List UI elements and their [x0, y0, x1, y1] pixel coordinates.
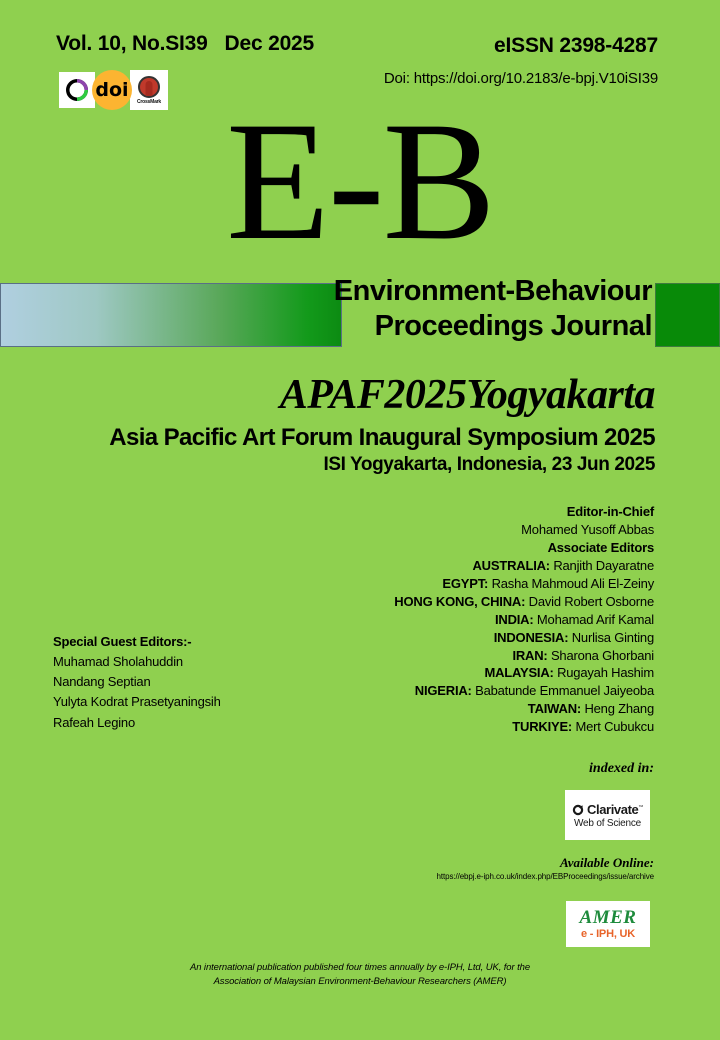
associate-editor-country: TAIWAN: [527, 701, 582, 717]
associate-editor-name: Rugayah Hashim [553, 665, 654, 681]
footer-line-2: Association of Malaysian Environment-Behaviour Researchers (AMER) [213, 975, 507, 987]
associate-editor-row [394, 664, 654, 682]
special-guest-editor-name: Muhamad Sholahuddin [53, 654, 183, 670]
journal-name-line2: Proceedings Journal [374, 310, 652, 343]
special-guest-editor-name: Rafeah Legino [53, 714, 135, 730]
special-guest-editors-title: Special Guest Editors:- [53, 634, 192, 649]
doi-link-text: Doi: https://doi.org/10.2183/e-bpj.V10iSI39 [383, 70, 658, 87]
associate-editor-row [394, 611, 654, 629]
amer-logo [566, 901, 650, 947]
associate-editors-list [394, 557, 654, 736]
editorial-board [394, 503, 654, 736]
associate-editor-name: Babatunde Emmanuel Jaiyeoba [471, 683, 654, 699]
associate-editor-country: INDIA: [494, 611, 534, 627]
associate-editor-name: Sharona Ghorbani [547, 647, 654, 663]
footer-line-1: An international publication published four times annually by e-IPH, Ltd, UK, for the [189, 962, 531, 973]
associate-editor-row [394, 647, 654, 665]
crossmark-dome-shape [138, 76, 160, 98]
associate-editor-row [394, 718, 654, 736]
associate-editor-row [394, 557, 654, 575]
clarivate-wordmark: Clarivate™ [587, 801, 643, 817]
editor-in-chief-name: Mohamed Yusoff Abbas [521, 521, 654, 537]
journal-initials: E-B [226, 87, 494, 275]
associate-editor-country: AUSTRALIA: [472, 557, 550, 573]
associate-editor-row [394, 700, 654, 718]
associate-editor-row [394, 593, 654, 611]
clarivate-mark-icon [572, 803, 584, 815]
associate-editor-country: NIGERIA: [414, 683, 472, 699]
conference-subtitle: Asia Pacific Art Forum Inaugural Symposium 2025 [109, 424, 655, 451]
journal-name-line1: Environment-Behaviour [333, 275, 652, 307]
amer-wordmark: AMER [579, 906, 637, 928]
associate-editor-name: Nurlisa Ginting [568, 629, 654, 645]
associate-editor-name: David Robert Osborne [525, 593, 654, 609]
associate-editor-country: HONG KONG, CHINA: [394, 593, 526, 609]
associate-editor-row [394, 629, 654, 647]
associate-editor-country: TURKIYE: [512, 719, 573, 735]
conference-name: APAF2025Yogyakarta [279, 372, 655, 418]
associate-editor-name: Heng Zhang [581, 701, 654, 717]
journal-full-name [0, 274, 652, 345]
eissn-text: eISSN 2398-4287 [494, 34, 658, 57]
trademark-symbol: ™ [638, 804, 643, 811]
volume-issue-date: Vol. 10, No.SI39 Dec 2025 [56, 32, 315, 55]
associate-editor-name: Ranjith Dayaratne [549, 557, 654, 573]
doi-icon[interactable]: doi [92, 70, 132, 110]
associate-editors-label: Associate Editors [547, 539, 654, 555]
associate-editor-row [394, 575, 654, 593]
special-guest-editor-name: Nandang Septian [53, 674, 151, 690]
clarivate-wordmark-row [572, 802, 643, 817]
conference-venue: ISI Yogyakarta, Indonesia, 23 Jun 2025 [323, 454, 655, 475]
crossmark-label: CrossMark [136, 98, 162, 105]
archive-url[interactable]: https://ebpj.e-iph.co.uk/index.php/EBProceedings/issue/archive [436, 872, 654, 881]
amer-publisher-line: e - IPH, UK [580, 928, 636, 941]
associate-editor-name: Mohamad Arif Kamal [533, 611, 654, 627]
associate-editor-country: IRAN: [512, 647, 548, 663]
available-online-label: Available Online: [559, 855, 654, 870]
associate-editor-name: Mert Cubukcu [572, 719, 654, 735]
gradient-band-right-block [655, 283, 720, 347]
publisher-footer [0, 961, 720, 989]
associate-editor-name: Rasha Mahmoud Ali El-Zeiny [488, 575, 654, 591]
associate-editor-country: INDONESIA: [493, 629, 569, 645]
indexed-in-label: indexed in: [589, 761, 654, 776]
special-guest-editors [53, 632, 221, 733]
editor-in-chief-label: Editor-in-Chief [566, 504, 654, 519]
clarivate-logo [565, 790, 650, 840]
associate-editor-country: EGYPT: [442, 575, 489, 591]
special-guest-editors-list [53, 652, 221, 733]
associate-editor-row [394, 682, 654, 700]
special-guest-editor-name: Yulyta Kodrat Prasetyaningsih [53, 694, 221, 710]
associate-editor-country: MALAYSIA: [484, 665, 554, 681]
web-of-science-label: Web of Science [573, 817, 642, 829]
